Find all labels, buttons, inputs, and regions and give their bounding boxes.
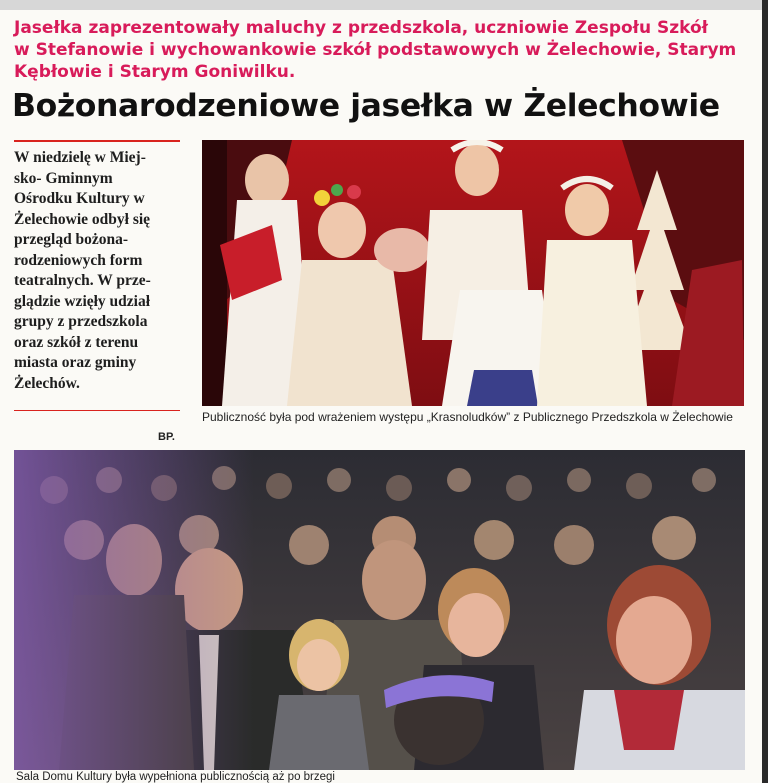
text-column-rule: [14, 140, 180, 142]
nativity-play-image: [202, 140, 744, 406]
audience-image: [14, 450, 745, 770]
body-line: rodzeniowych form: [14, 251, 143, 269]
photo1-caption: Publiczność była pod wrażeniem występu „Krasnoludków” z Publicznego Przedszkola w Żelechowie: [202, 410, 733, 424]
article-headline: Bożonarodzeniowe jasełka w Żelechowie: [12, 88, 720, 124]
byline: BP.: [158, 431, 175, 443]
lead-line: Jasełka zaprezentowały maluchy z przedszkola, uczniowie Zespołu Szkół: [14, 18, 708, 38]
photo2-caption: Sala Domu Kultury była wypełniona publicznością aż po brzegi: [16, 771, 335, 783]
page-edge-strip: [762, 0, 768, 783]
body-line: Żelechów.: [14, 374, 80, 392]
page-top-strip: [0, 0, 768, 10]
body-line: sko- Gminnym: [14, 169, 113, 187]
audience-photo: [14, 450, 745, 770]
article-body: [14, 148, 190, 394]
body-line: miasta oraz gminy: [14, 354, 137, 371]
article-lead: [14, 17, 749, 83]
body-line: przegląd bożona-: [14, 231, 129, 248]
byline-rule: [14, 410, 180, 411]
body-line: oraz szkół z terenu: [14, 333, 139, 351]
body-line: grupy z przedszkola: [14, 313, 148, 330]
body-line: Żelechowie odbył się: [14, 210, 151, 228]
body-line: glądzie wzięły udział: [14, 292, 151, 310]
lead-line: Kębłowie i Starym Goniwilku.: [14, 62, 296, 82]
body-line: W niedzielę w Miej-: [14, 149, 146, 166]
nativity-play-photo: [202, 140, 744, 406]
lead-line: w Stefanowie i wychowankowie szkół podstawowych w Żelechowie, Starym: [14, 40, 737, 60]
body-line: teatralnych. W prze-: [14, 272, 151, 289]
body-line: Ośrodku Kultury w: [14, 190, 145, 207]
